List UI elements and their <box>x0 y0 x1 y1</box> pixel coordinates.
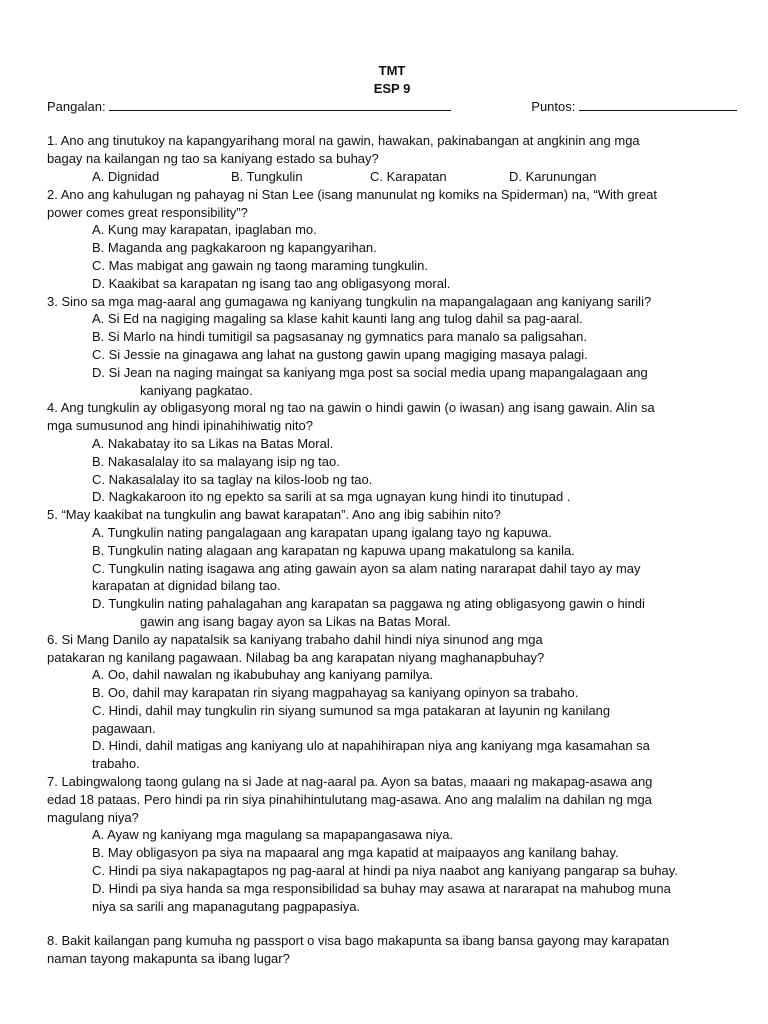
choice-2d: D. Kaakibat sa karapatan ng isang tao ang obligasyong moral. <box>92 275 451 291</box>
choice-3c: C. Si Jessie na ginagawa ang lahat na gustong gawin upang magiging masaya palagi. <box>92 346 588 362</box>
name-score-row <box>47 98 737 116</box>
choice-2b: B. Maganda ang pagkakaroon ng kapangyarihan. <box>92 240 377 256</box>
score-label: Puntos: <box>531 98 576 114</box>
question-3: 3. Sino sa mga mag-aaral ang gumagawa ng kaniyang tungkulin na mapangalagaan ang kaniyang sarili? A. Si Ed na nagiging magaling sa klase kahit kaunti lang ang tulog dahil sa pag-aaral. B. Si Marlo na hindi tumitigil sa pagsasanay ng gymnatics para manalo sa paligsahan. C. Si Jessie na ginagawa ang lahat na gustong gawin upang magiging masaya palagi. D. Si Jean na naging maingat sa kaniyang mga post sa social media upang mapangalagaan ang kaniyang pagkatao. <box>47 293 737 400</box>
choice-1a: A. Dignidad <box>92 168 160 184</box>
choice-7a: A. Ayaw ng kaniyang mga magulang sa mapapangasawa niya. <box>92 827 454 843</box>
choice-5d: D. Tungkulin nating pahalagahan ang karapatan sa paggawa ng ating obligasyong gawin o hindi gawin ang isang bagay ayon sa Likas na Batas Moral. <box>92 596 645 629</box>
choice-2c: C. Mas mabigat ang gawain ng taong maraming tungkulin. <box>92 257 429 273</box>
question-8: 8. Bakit kailangan pang kumuha ng passport o visa bago makapunta sa ibang bansa gayong may karapatan naman tayong makapunta sa ibang lugar? <box>47 933 670 967</box>
question-7: 7. Labingwalong taong gulang na si Jade at nag-aaral pa. Ayon sa batas, maaari ng makapag-asawa ang edad 18 pataas. Pero hindi pa rin siya pinahihintulutang mag-asawa. Ano ang malalim na dahilan ng mga magulang niya? A. Ayaw ng kaniyang mga magulang sa mapapangasawa niya. B. May obligasyon pa siya na mapaaral ang mga kapatid at maipaayos ang kanilang bahay. C. Hindi pa siya nakapagtapos ng pag-aaral at hindi pa niya naabot ang kaniyang pangarap sa buhay. D. Hindi pa siya handa sa mga responsibilidad sa buhay may asawa at nararapat na mahubog muna niya sa sarili ang mapanagutang pagpapasiya. <box>47 773 737 915</box>
name-field[interactable] <box>47 98 451 116</box>
choice-4d: D. Nagkakaroon ito ng epekto sa sarili at sa mga ugnayan kung hindi ito tinutupad . <box>92 489 571 505</box>
title-tmt: TMT <box>378 63 406 78</box>
choice-3a: A. Si Ed na nagiging magaling sa klase kahit kaunti lang ang tulog dahil sa pag-aaral. <box>92 311 583 327</box>
question-2: 2. Ano ang kahulugan ng pahayag ni Stan Lee (isang manunulat ng komiks na Spiderman) na, “With great power comes great responsibility”? A. Kung may karapatan, ipaglaban mo. B. Maganda ang pagkakaroon ng kapangyarihan. C. Mas mabigat ang gawain ng taong maraming tungkulin. D. Kaakibat sa karapatan ng isang tao ang obligasyong moral. <box>47 186 737 293</box>
choice-3d: D. Si Jean na naging maingat sa kaniyang mga post sa social media upang mapangalagaan ang kaniyang pagkatao. <box>92 364 648 398</box>
choice-6c: C. Hindi, dahil may tungkulin rin siyang sumunod sa mga patakaran at layunin ng kanilang <box>92 702 611 718</box>
title-subject: ESP 9 <box>373 80 411 96</box>
choice-5c: C. Tungkulin nating isagawa ang ating gawain ayon sa alam nating nararapat dahil tayo ay may <box>92 560 641 576</box>
choice-1c: C. Karapatan <box>370 168 447 184</box>
question-6: 6. Si Mang Danilo ay napatalsik sa kaniyang trabaho dahil hindi niya sinunod ang mga patakaran ng kanilang pagawaan. Nilabag ba ang karapatan niyang maghanapbuhay? A. Oo, dahil nawalan ng ikabubuhay ang kaniyang pamilya. B. Oo, dahil may karapatan rin siyang magpahayag sa kaniyang opinyon sa trabaho. C. Hindi, dahil may tungkulin rin siyang sumunod sa mga patakaran at layunin ng kanilang pagawaan. D. Hindi, dahil matigas ang kaniyang ulo at napahihirapan niya ang kaniyang mga kasamahan sa trabaho. <box>47 631 737 773</box>
choice-6d: D. Hindi, dahil matigas ang kaniyang ulo at napahihirapan niya ang kaniyang mga kasamahan sa <box>92 738 650 754</box>
choice-2a: A. Kung may karapatan, ipaglaban mo. <box>92 222 317 238</box>
choice-4b: B. Nakasalalay ito sa malayang isip ng tao. <box>92 453 340 469</box>
choice-7c: C. Hindi pa siya nakapagtapos ng pag-aaral at hindi pa niya naabot ang kaniyang pangarap sa buhay. <box>92 863 678 879</box>
choice-5c-cont: karapatan at dignidad bilang tao. <box>92 578 281 594</box>
choice-7b: B. May obligasyon pa siya na mapaaral ang mga kapatid at maipaayos ang kanilang bahay. <box>92 845 619 861</box>
question-4: 4. Ang tungkulin ay obligasyong moral ng tao na gawin o hindi gawin (o iwasan) ang isang gawain. Alin sa mga sumusunod ang hindi ipinahihiwatig nito? A. Nakabatay ito sa Likas na Batas Moral. B. Nakasalalay ito sa malayang isip ng tao. C. Nakasalalay ito sa taglay na kilos-loob ng tao. D. Nagkakaroon ito ng epekto sa sarili at sa mga ugnayan kung hindi ito tinutupad . <box>47 399 737 506</box>
name-label: Pangalan: <box>47 98 106 114</box>
score-blank-line <box>579 98 737 111</box>
choice-1b: B. Tungkulin <box>231 168 303 184</box>
choice-5a: A. Tungkulin nating pangalagaan ang karapatan upang igalang tayo ng kapuwa. <box>92 524 552 540</box>
choice-6d-cont: trabaho. <box>92 756 140 772</box>
choice-5b: B. Tungkulin nating alagaan ang karapatan ng kapuwa upang makatulong sa kanila. <box>92 542 575 558</box>
choice-7d: D. Hindi pa siya handa sa mga responsibilidad sa buhay may asawa at nararapat na mahubog muna <box>92 880 671 896</box>
choice-6a: A. Oo, dahil nawalan ng ikabubuhay ang kaniyang pamilya. <box>92 667 434 683</box>
choice-6c-cont: pagawaan. <box>92 720 156 736</box>
choice-4c: C. Nakasalalay ito sa taglay na kilos-loob ng tao. <box>92 471 373 487</box>
choice-4a: A. Nakabatay ito sa Likas na Batas Moral. <box>92 435 334 451</box>
question-1: 1. Ano ang tinutukoy na kapangyarihang moral na gawin, hawakan, pakinabangan at angkinin ang mga bagay na kailangan ng tao sa kaniyang estado sa buhay? A. Dignidad B. Tungkulin C. Karapatan D. Karunungan <box>47 132 737 185</box>
choice-3b: B. Si Marlo na hindi tumitigil sa pagsasanay ng gymnatics para manalo sa paligsahan. <box>92 329 587 345</box>
question-5: 5. “May kaakibat na tungkulin ang bawat karapatan”. Ano ang ibig sabihin nito? A. Tungkulin nating pangalagaan ang karapatan upang igalang tayo ng kapuwa. B. Tungkulin nating alagaan ang karapatan ng kapuwa upang makatulong sa kanila. C. Tungkulin nating isagawa ang ating gawain ayon sa alam nating nararapat dahil tayo ay may karapatan at dignidad bilang tao. D. Tungkulin nating pahalagahan ang karapatan sa paggawa ng ating obligasyong gawin o hindi gawin ang isang bagay ayon sa Likas na Batas Moral. <box>47 506 737 631</box>
choice-7d-cont: niya sa sarili ang mapanagutang pagpapasiya. <box>92 898 361 914</box>
score-field[interactable] <box>531 98 737 116</box>
name-blank-line <box>109 98 451 111</box>
worksheet <box>47 62 737 968</box>
choice-1d: D. Karunungan <box>509 168 597 184</box>
choice-6b: B. Oo, dahil may karapatan rin siyang magpahayag sa kaniyang opinyon sa trabaho. <box>92 685 579 701</box>
